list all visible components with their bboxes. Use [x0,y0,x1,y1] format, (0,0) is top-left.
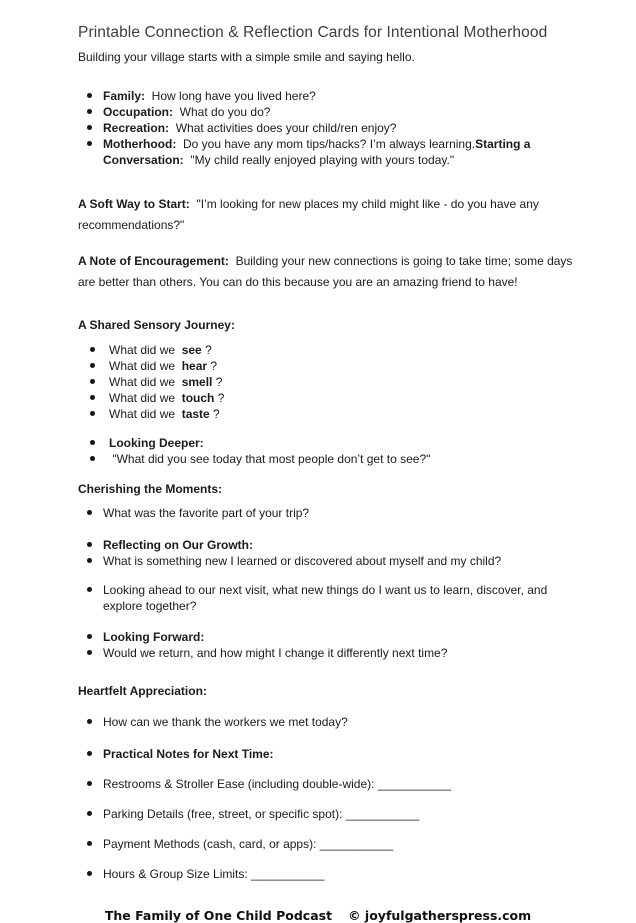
item-word: taste [181,407,210,421]
item-label: Looking Deeper: [109,436,204,450]
item-label: Practical Notes for Next Time: [103,747,274,761]
looking-forward-list [78,629,576,661]
list-item-touch [78,390,576,406]
paragraph-label: A Note of Encouragement: [78,254,229,268]
bullet-icon [87,719,92,724]
list-item-would-we-return [78,645,576,661]
practical-item-restrooms-list [78,776,576,792]
bullet-icon [87,510,92,515]
footer-copyright: © joyfulgatherspress.com [348,908,532,923]
list-item-motherhood [78,136,576,168]
practical-item-parking-list [78,806,576,822]
item-label: Motherhood: [103,137,177,151]
item-suffix: ? [214,391,225,405]
page-subtitle: Building your village starts with a simple smile and saying hello. [78,50,415,64]
page-title: Printable Connection & Reflection Cards for Intentional Motherhood [78,24,548,41]
bullet-icon [87,871,92,876]
list-item-text [109,342,576,358]
list-item-favorite-part [78,505,576,521]
bullet-icon [90,395,95,400]
bullet-icon [90,347,95,352]
growth-list [78,537,576,569]
list-item-payment [78,836,576,852]
item-suffix: ? [212,375,223,389]
list-item-looking-forward-label [78,629,576,645]
list-item-smell [78,374,576,390]
bullet-icon [90,456,95,461]
footer-podcast-name: The Family of One Child Podcast [104,908,333,923]
item-prefix: What did we [109,375,182,389]
list-item-text: "What did you see today that most people don’t get to see?" [109,452,431,466]
list-item-text [109,435,576,451]
bullet-icon [90,363,95,368]
list-item-text [109,358,576,374]
item-text: Do you have any mom tips/hacks? I’m always learning. [176,137,476,151]
list-item-recreation [78,120,576,136]
list-item-practical-label [78,746,576,762]
section-heading-sensory-journey: A Shared Sensory Journey: [78,318,235,332]
list-item-text: Would we return, and how might I change it differently next time? [103,646,448,660]
item-label-2: Starting a Conversation: [103,137,534,167]
list-item-reflecting-label [78,537,576,553]
list-item-looking-deeper [78,435,576,451]
list-item-looking-ahead [78,582,576,614]
bullet-icon [87,141,92,146]
item-word: smell [181,375,213,389]
item-word: hear [181,359,208,373]
bullet-icon [87,542,92,547]
list-item-text: How can we thank the workers we met today? [103,715,348,729]
bullet-icon [87,93,92,98]
bullet-icon [87,650,92,655]
list-item-something-new [78,553,576,569]
bullet-icon [90,379,95,384]
list-item-text: Parking Details (free, street, or specific spot): ___________ [103,807,420,821]
item-label: Recreation: [103,121,170,135]
list-item-taste [78,406,576,422]
list-item-text [103,746,576,762]
bullet-icon [87,751,92,756]
list-item-text: Hours & Group Size Limits: ___________ [103,867,325,881]
paragraph-text: Building your new connections is going to take time; some days are better than others. You can do this because you are an amazing friend to have! [78,254,576,289]
item-label: Occupation: [103,105,174,119]
item-label: Looking Forward: [103,630,205,644]
section-heading-heartfelt-appreciation: Heartfelt Appreciation: [78,684,207,698]
looking-deeper-list [78,435,576,467]
item-prefix: What did we [109,407,182,421]
bullet-icon [87,811,92,816]
item-label: Family: [103,89,146,103]
list-item-text [109,406,576,422]
appreciation-list [78,714,576,730]
paragraph-label: A Soft Way to Start: [78,197,190,211]
item-word: see [181,343,202,357]
list-item-text: Restrooms & Stroller Ease (including double-wide): ___________ [103,777,452,791]
list-item-text: What is something new I learned or discovered about myself and my child? [103,554,502,568]
list-item-text [103,120,576,136]
list-item-hear [78,358,576,374]
note-of-encouragement-paragraph [78,251,576,293]
list-item-hours [78,866,576,882]
section-heading-cherishing: Cherishing the Moments: [78,482,223,496]
list-item-deeper-quote [78,451,576,467]
bullet-icon [90,440,95,445]
practical-item-payment-list [78,836,576,852]
list-item-parking [78,806,576,822]
bullet-icon [87,125,92,130]
conversation-starters-list [78,88,576,168]
bullet-icon [87,587,92,592]
bullet-icon [87,841,92,846]
looking-ahead-list [78,582,576,614]
item-prefix: What did we [109,359,182,373]
list-item-text: Payment Methods (cash, card, or apps): ___________ [103,837,394,851]
item-suffix: ? [209,407,220,421]
list-item-text [103,537,576,553]
bullet-icon [87,558,92,563]
list-item-text: What was the favorite part of your trip? [103,506,310,520]
bullet-icon [87,634,92,639]
item-text: What activities does your child/ren enjoy? [169,121,397,135]
paragraph-text: "I’m looking for new places my child might like - do you have any recommendations?" [78,197,543,232]
list-item-family [78,88,576,104]
list-item-see [78,342,576,358]
bullet-icon [87,109,92,114]
list-item-occupation [78,104,576,120]
item-prefix: What did we [109,391,182,405]
item-suffix: ? [207,359,218,373]
page-footer [0,908,636,923]
item-label: Reflecting on Our Growth: [103,538,253,552]
list-item-text [103,104,576,120]
list-item-text: Looking ahead to our next visit, what new things do I want us to learn, discover, and explore together? [103,583,551,613]
sensory-list [78,342,576,422]
item-suffix: ? [201,343,212,357]
bullet-icon [90,411,95,416]
soft-way-to-start-paragraph [78,194,576,236]
list-item-text [103,136,576,168]
list-item-restrooms [78,776,576,792]
practical-notes-list [78,746,576,762]
item-prefix: What did we [109,343,182,357]
practical-item-hours-list [78,866,576,882]
list-item-text [109,374,576,390]
list-item-text [103,88,576,104]
item-word: touch [181,391,215,405]
bullet-icon [87,781,92,786]
item-text: What do you do? [173,105,271,119]
item-text-2: "My child really enjoyed playing with yours today." [183,153,455,167]
cherishing-list [78,505,576,521]
list-item-thank-workers [78,714,576,730]
list-item-text [103,629,576,645]
item-text: How long have you lived here? [145,89,316,103]
list-item-text [109,390,576,406]
